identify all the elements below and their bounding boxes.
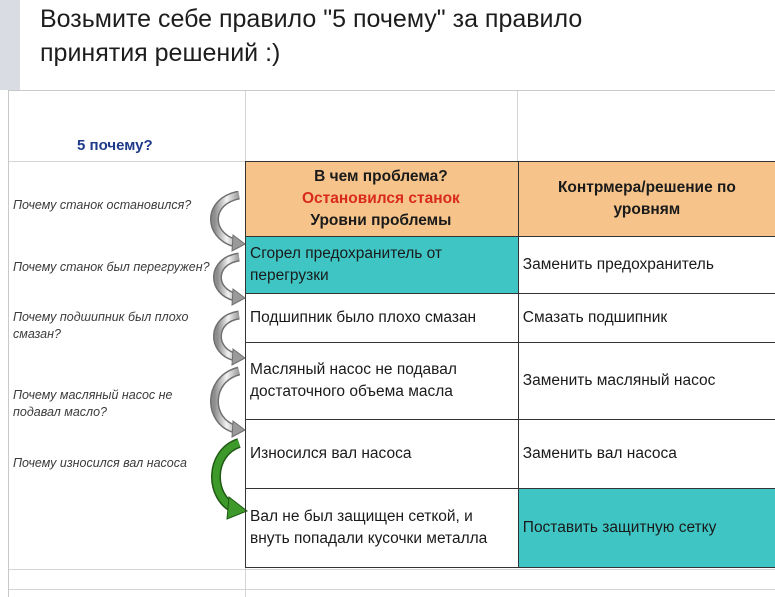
problem-cell: Вал не был защищен сеткой, и внуть попадали кусочки металла [246,489,519,568]
table-header-row [246,162,775,237]
why-question-4: Почему масляный насос не подавал масло? [13,387,218,421]
five-whys-title: 5 почему? [77,137,153,154]
problem-cell: Сгорел предохранитель от перегрузки [246,237,519,294]
solution-cell: Смазать подшипник [518,294,775,343]
problem-header-cell [246,162,519,237]
grid-line [517,91,518,161]
problem-cell: Износился вал насоса [246,420,519,489]
curved-arrow-icon [217,257,245,305]
problem-cell: Подшипник было плохо смазан [246,294,519,343]
table-row [246,343,775,420]
solution-cell: Поставить защитную сетку [518,489,775,568]
root-cause-arrow-icon [216,443,247,519]
solution-cell: Заменить вал насоса [518,420,775,489]
solution-cell: Заменить масляный насос [518,343,775,420]
why-question-2: Почему станок был перегружен? [13,259,218,276]
table-row [246,237,775,294]
why-question-5: Почему износился вал насоса [13,455,218,472]
curved-arrow-icon [214,195,245,251]
problem-cell: Масляный насос не подавал достаточного объема масла [246,343,519,420]
problem-solution-table [245,161,775,568]
table-row [246,420,775,489]
five-whys-spreadsheet-image [8,90,775,597]
why-question-3: Почему подшипник был плохо смазан? [13,309,218,343]
table-row [246,489,775,568]
post-caption [40,2,760,70]
grid-line [9,161,245,162]
problem-header-stopped: Остановился станок [250,188,512,210]
table-row [246,294,775,343]
curved-arrow-icon [217,315,245,365]
grid-line [9,589,775,590]
post-caption-line-2: принятия решений :) [40,36,760,70]
solution-header-cell: Контрмера/решение по уровням [518,162,775,237]
problem-header-levels: Уровни проблемы [250,210,512,232]
solution-cell: Заменить предохранитель [518,237,775,294]
why-arrows [199,191,249,536]
problem-header-question: В чем проблема? [250,166,512,188]
post-frame-edge [0,0,20,90]
curved-arrow-icon [214,371,245,437]
post-caption-line-1: Возьмите себе правило "5 почему" за правило [40,2,760,36]
why-question-1: Почему станок остановился? [13,197,218,214]
grid-line [9,569,775,570]
